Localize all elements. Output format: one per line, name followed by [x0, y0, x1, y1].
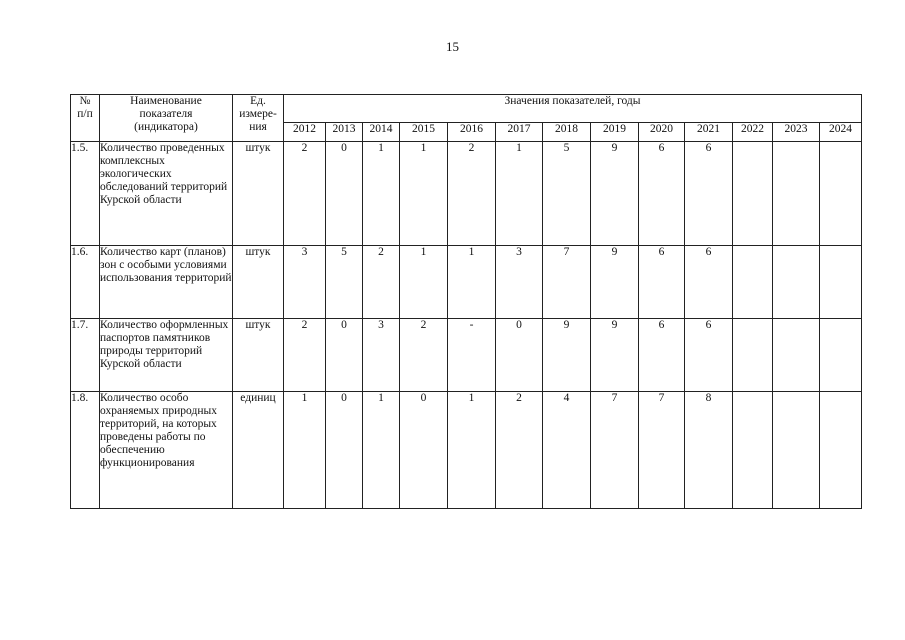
values-group-header: Значения показателей, годы — [284, 95, 862, 123]
value-cell: - — [448, 319, 496, 392]
value-cell: 0 — [326, 392, 363, 509]
unit-cell: штук — [233, 246, 284, 319]
value-cell — [773, 246, 820, 319]
year-header: 2017 — [496, 123, 543, 142]
year-header: 2018 — [543, 123, 591, 142]
num-header: № п/п — [71, 95, 100, 142]
name-header: Наименование показателя (индикатора) — [100, 95, 233, 142]
value-cell — [820, 319, 862, 392]
unit-cell: единиц — [233, 392, 284, 509]
value-cell: 7 — [543, 246, 591, 319]
value-cell: 7 — [591, 392, 639, 509]
value-cell: 4 — [543, 392, 591, 509]
year-header: 2023 — [773, 123, 820, 142]
value-cell: 0 — [496, 319, 543, 392]
value-cell: 9 — [543, 319, 591, 392]
value-cell: 1 — [363, 142, 400, 246]
value-cell: 9 — [591, 142, 639, 246]
value-cell — [733, 392, 773, 509]
row-number-cell: 1.5. — [71, 142, 100, 246]
table-row — [71, 142, 862, 246]
value-cell — [773, 142, 820, 246]
table-row — [71, 392, 862, 509]
indicator-name-cell: Количество оформленных паспортов памятников природы территорий Курской области — [100, 319, 233, 392]
year-header: 2015 — [400, 123, 448, 142]
value-cell: 5 — [543, 142, 591, 246]
value-cell: 2 — [284, 319, 326, 392]
indicators-table — [70, 94, 862, 509]
value-cell — [733, 319, 773, 392]
value-cell: 3 — [496, 246, 543, 319]
value-cell: 2 — [496, 392, 543, 509]
value-cell: 6 — [685, 142, 733, 246]
row-number-cell: 1.6. — [71, 246, 100, 319]
table-row — [71, 319, 862, 392]
value-cell: 9 — [591, 319, 639, 392]
value-cell — [733, 142, 773, 246]
value-cell: 5 — [326, 246, 363, 319]
value-cell: 6 — [639, 319, 685, 392]
row-number-cell: 1.7. — [71, 319, 100, 392]
indicator-name-cell: Количество особо охраняемых природных территорий, на которых проведены работы по обеспечению функционирования — [100, 392, 233, 509]
value-cell: 0 — [326, 319, 363, 392]
year-header: 2016 — [448, 123, 496, 142]
year-header: 2024 — [820, 123, 862, 142]
year-header: 2019 — [591, 123, 639, 142]
value-cell: 0 — [400, 392, 448, 509]
value-cell: 7 — [639, 392, 685, 509]
indicator-name-cell: Количество проведенных комплексных экологических обследований территорий Курской области — [100, 142, 233, 246]
value-cell — [820, 392, 862, 509]
table-row — [71, 246, 862, 319]
value-cell: 2 — [448, 142, 496, 246]
value-cell: 6 — [685, 319, 733, 392]
year-header: 2021 — [685, 123, 733, 142]
unit-header: Ед. измере- ния — [233, 95, 284, 142]
year-header: 2014 — [363, 123, 400, 142]
row-number-cell: 1.8. — [71, 392, 100, 509]
unit-cell: штук — [233, 319, 284, 392]
header-row — [71, 95, 862, 123]
value-cell: 1 — [284, 392, 326, 509]
value-cell: 9 — [591, 246, 639, 319]
value-cell: 2 — [284, 142, 326, 246]
value-cell: 1 — [448, 392, 496, 509]
page-number: 15 — [446, 39, 459, 54]
value-cell — [733, 246, 773, 319]
value-cell: 8 — [685, 392, 733, 509]
value-cell: 6 — [639, 142, 685, 246]
value-cell — [773, 392, 820, 509]
value-cell: 3 — [284, 246, 326, 319]
year-header: 2012 — [284, 123, 326, 142]
value-cell: 2 — [400, 319, 448, 392]
value-cell: 3 — [363, 319, 400, 392]
value-cell: 6 — [685, 246, 733, 319]
value-cell: 1 — [363, 392, 400, 509]
value-cell: 6 — [639, 246, 685, 319]
indicator-name-cell: Количество карт (планов) зон с особыми условиями использования территорий — [100, 246, 233, 319]
value-cell: 1 — [400, 142, 448, 246]
value-cell: 2 — [363, 246, 400, 319]
year-header: 2013 — [326, 123, 363, 142]
year-header: 2020 — [639, 123, 685, 142]
value-cell: 1 — [448, 246, 496, 319]
value-cell — [773, 319, 820, 392]
value-cell: 1 — [400, 246, 448, 319]
value-cell: 0 — [326, 142, 363, 246]
year-header: 2022 — [733, 123, 773, 142]
value-cell — [820, 246, 862, 319]
value-cell — [820, 142, 862, 246]
value-cell: 1 — [496, 142, 543, 246]
unit-cell: штук — [233, 142, 284, 246]
